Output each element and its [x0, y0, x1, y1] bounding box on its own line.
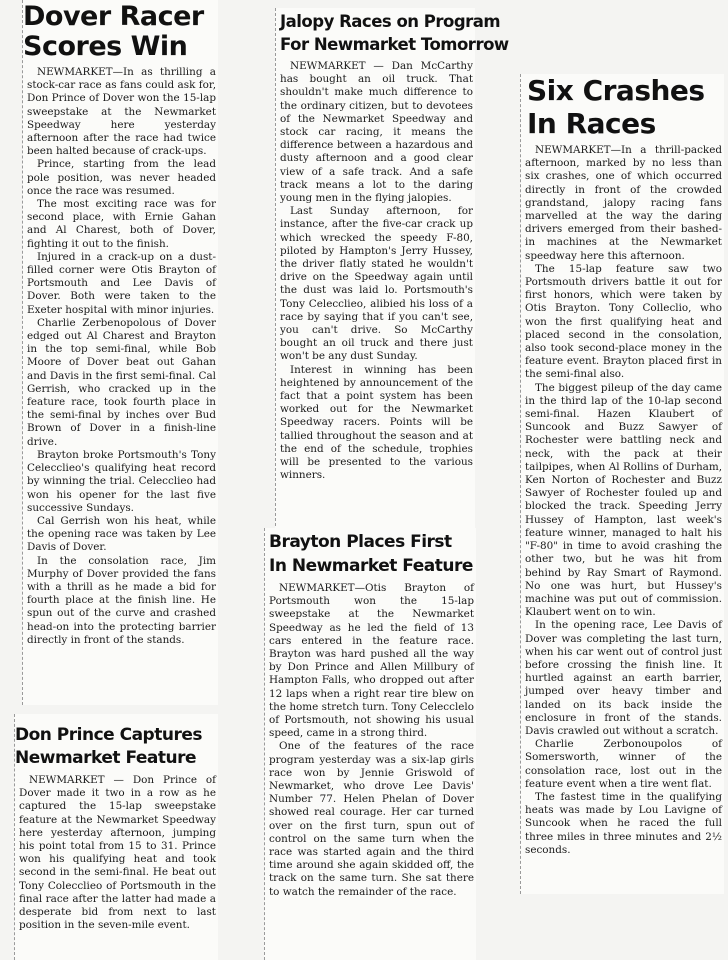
article-jalopy-races [275, 8, 509, 536]
article-body [521, 144, 724, 857]
headline-line-2: Newmarket Feature [15, 748, 197, 768]
paragraph: Charlie Zerbonoupolos of Somersworth, winner of the consolation race, lost out in the feature event when a tire went flat. [525, 738, 722, 790]
article-body [15, 774, 218, 932]
paragraph: NEWMARKET—In a thrill-packed afternoon, marked by no less than six crashes, one of which occurred directly in front of the crowded grandstand, jalopy racing fans marvelled at the way the daring drivers emerged from their bashed-in machines at the Newmarket speedway here this afternoon. [525, 144, 722, 262]
article-brayton-places-first [264, 528, 476, 960]
article-dover-racer [22, 0, 218, 705]
article-body [23, 66, 218, 647]
headline-line-1: Jalopy Races on Program [280, 12, 501, 31]
paragraph: The biggest pileup of the day came in the third lap of the 10-lap second semi-final. Hazen Klaubert of Suncook and Buzz Sawyer of Rochester were battling neck and neck, with the pack at their tailpipes, when Al Rollins of Durham, Ken Norton of Rochester and Buzz Sawyer of Rochester fouled up and blocked the track. Speeding Jerry Hussey of Hampton, last week's feature winner, managed to halt his "F-80" in time to avoid crashing the other two, but he was hit from behind by Ray Smart of Raymond. No one was hurt, but Hussey's machine was put out of commission. Klaubert went on to win. [525, 381, 722, 619]
paragraph: Brayton broke Portsmouth's Tony Celecclieo's qualifying heat record by winning the trial. Celecclieo had won his opener for the last five successive Sundays. [27, 448, 216, 514]
headline-line-1: Six Crashes [527, 74, 705, 107]
article-body [276, 60, 475, 483]
headline-line-1: Don Prince Captures [15, 725, 202, 745]
paragraph: Cal Gerrish won his heat, while the opening race was taken by Lee Davis of Dover. [27, 514, 216, 554]
paragraph: NEWMARKET—Otis Brayton of Portsmouth won the 15-lap sweepstake at the Newmarket Speedway as he led the field of 13 cars entered in the feature race. Brayton was hard pushed all the way by Don Prince and Allen Millbury of Hampton Falls, who dropped out after 12 laps when a right rear tire blew on the home stretch turn. Tony Celecclelo of Portsmouth, not showing his usual speed, came in a strong third. [269, 582, 474, 740]
headline-line-1: Dover Racer [23, 1, 204, 32]
paragraph: One of the features of the race program yesterday was a six-lap girls race won by Jennie Griswold of Newmarket, who drove Lee Davis' Number 77. Helen Phelan of Dover showed real courage. Her car turned over on the first turn, spun out of control on the same turn when the race was started again and the third time around she again skidded off, the track on the same turn. She sat there to watch the remainder of the race. [269, 740, 474, 898]
paragraph: Injured in a crack-up on a dust-filled corner were Otis Brayton of Portsmouth and Lee Davis of Dover. Both were taken to the Exeter hospital with minor injuries. [27, 250, 216, 316]
paragraph: In the consolation race, Jim Murphy of Dover provided the fans with a thrill as he made a bid for fourth place at the finish line. He spun out of the curve and crashed head-on into the protecting barrier directly in front of the stands. [27, 554, 216, 646]
headline [265, 528, 476, 582]
article-six-crashes [520, 74, 724, 894]
paragraph: The 15-lap feature saw two Portsmouth drivers battle it out for first honors, which were taken by Otis Brayton. Tony Colleclio, who won the first qualifying heat and placed second in the consolation, also took second-place money in the feature event. Brayton placed first in the semi-final also. [525, 262, 722, 381]
paragraph: NEWMARKET — Don Prince of Dover made it two in a row as he captured the 15-lap sweepstake feature at the Newmarket Speedway here yesterday afternoon, jumping his point total from 15 to 31. Prince won his qualifying heat and took second in the semi-final. He beat out Tony Colecclieo of Portsmouth in the final race after the latter had made a desperate bid from next to last position in the seven-mile event. [19, 774, 216, 932]
headline [521, 74, 724, 144]
paragraph: The fastest time in the qualifying heats was made by Lou Lavigne of Suncook when he raced the full three miles in three minutes and 2½ seconds. [525, 790, 722, 856]
article-don-prince [14, 714, 218, 960]
paragraph: In the opening race, Lee Davis of Dover was completing the last turn, when his car went out of control just before crossing the finish line. It hurtled against an earth barrier, jumped over heavy timber and landed on its back inside the enclosure in front of the stands. Davis crawled out without a scratch. [525, 619, 722, 737]
paragraph: Prince, starting from the lead pole position, was never headed once the race was resumed. [27, 158, 216, 197]
headline-line-2: Scores Win [23, 31, 188, 62]
headline-line-2: In Newmarket Feature [269, 556, 473, 576]
paragraph: Charlie Zerbenopolous of Dover edged out Al Charest and Brayton in the top semi-final, while Bob Moore of Dover beat out Gahan and Davis in the first semi-final. Cal Gerrish, who cracked up in the feature race, took fourth place in the semi-final by inches over Bud Brown of Dover in a finish-line drive. [27, 316, 216, 448]
article-body [265, 582, 476, 899]
headline [15, 714, 218, 774]
paragraph: Interest in winning has been heightened by announcement of the fact that a point system has been worked out for the Newmarket Speedway racers. Points will be tallied throughout the season and at the end of the schedule, trophies will be presented to the various winners. [280, 363, 473, 482]
headline [23, 0, 218, 66]
paragraph: NEWMARKET — Dan McCarthy has bought an oil truck. That shouldn't make much difference to the ordinary citizen, but to devotees of the Newmarket Speedway and stock car racing, it means the difference between a hazardous and dusty afternoon and a good clear view of a safe track. And a safe track means a lot to the daring young men in the flying jalopies. [280, 60, 473, 205]
paragraph: The most exciting race was for second place, with Ernie Gahan and Al Charest, both of Dover, fighting it out to the finish. [27, 198, 216, 250]
headline-line-1: Brayton Places First [269, 532, 452, 552]
headline [276, 8, 509, 60]
paragraph: Last Sunday afternoon, for instance, after the five-car crack up which wrecked the speedy F-80, piloted by Hampton's Jerry Hussey, the driver flatly stated he wouldn't drive on the Speedway again until the dust was laid lo. Portsmouth's Tony Celecclieo, alibied his loss of a race by saying that if you can't see, you can't drive. So McCarthy bought an oil truck and there just won't be any dust Sunday. [280, 205, 473, 363]
headline-line-2: In Races [527, 107, 656, 140]
paragraph: NEWMARKET—In as thrilling a stock-car race as fans could ask for, Don Prince of Dover won the 15-lap sweepstake at the Newmarket Speedway here yesterday afternoon after the race had twice been halted because of crack-ups. [27, 66, 216, 158]
headline-line-2: For Newmarket Tomorrow [280, 35, 509, 54]
